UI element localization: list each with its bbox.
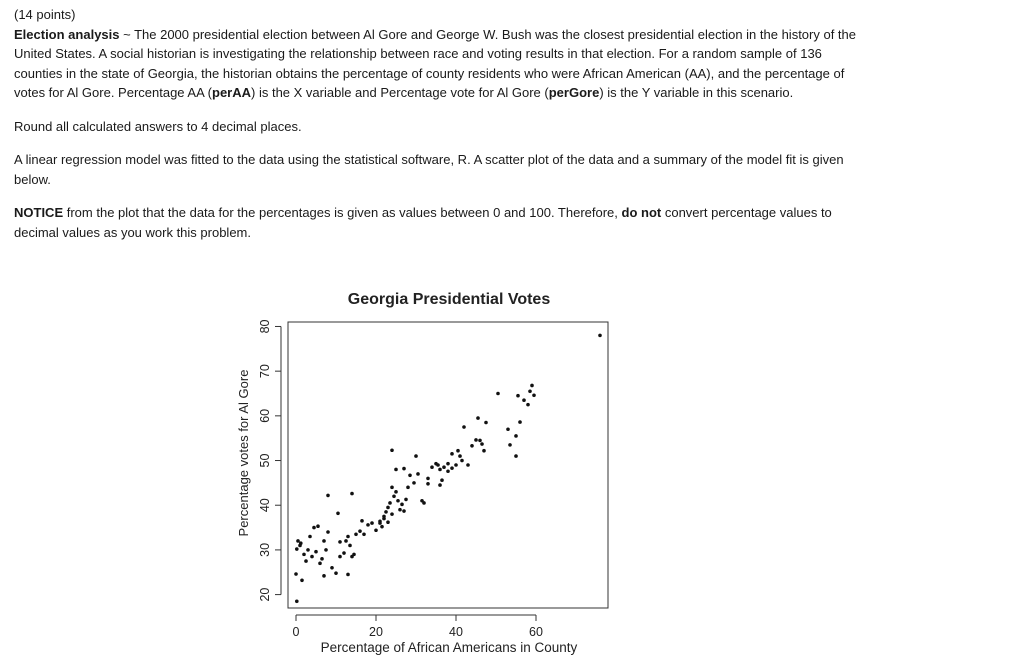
y-tick-label: 60: [258, 408, 272, 423]
data-point: [474, 438, 478, 442]
data-point: [294, 572, 298, 576]
notice-label: NOTICE: [14, 205, 64, 220]
data-point: [458, 454, 462, 458]
data-point: [402, 467, 406, 471]
data-point: [426, 482, 430, 486]
data-point: [326, 530, 330, 534]
x-tick-label: 40: [449, 625, 463, 639]
data-point: [346, 535, 350, 539]
data-point: [482, 449, 486, 453]
data-point: [436, 463, 440, 467]
data-point: [390, 512, 394, 516]
data-point: [358, 529, 362, 533]
data-point: [318, 562, 322, 566]
data-point: [462, 425, 466, 429]
data-point: [454, 463, 458, 467]
data-point: [390, 486, 394, 490]
data-point: [344, 539, 348, 543]
data-point: [310, 555, 314, 559]
problem-statement: [14, 5, 864, 242]
data-point: [450, 466, 454, 470]
notice-paragraph: [14, 203, 864, 242]
data-point: [412, 481, 416, 485]
notice-text-2: convert percentage values to decimal values as you work this problem.: [14, 205, 832, 240]
scatter-chart: [230, 282, 630, 666]
data-point: [386, 506, 390, 510]
data-point: [308, 535, 312, 539]
data-point: [518, 420, 522, 424]
data-point: [330, 566, 334, 570]
data-point: [354, 532, 358, 536]
data-point: [322, 574, 326, 578]
data-point: [326, 494, 330, 498]
data-point: [382, 515, 386, 519]
data-point: [378, 521, 382, 525]
data-point: [422, 501, 426, 505]
data-point: [398, 508, 402, 512]
data-point: [400, 503, 404, 507]
data-point: [514, 454, 518, 458]
data-point: [312, 526, 316, 530]
data-point: [348, 544, 352, 548]
data-point: [526, 403, 530, 407]
y-tick-label: 50: [258, 453, 272, 468]
notice-emphasis: do not: [621, 205, 662, 220]
data-point: [530, 384, 534, 388]
data-point: [414, 454, 418, 458]
data-point: [484, 421, 488, 425]
rounding-instruction: Round all calculated answers to 4 decimal places.: [14, 118, 302, 134]
data-point: [304, 559, 308, 563]
data-point: [338, 555, 342, 559]
y-tick-label: 70: [258, 364, 272, 379]
data-point: [446, 469, 450, 473]
data-point: [466, 463, 470, 467]
data-point: [324, 548, 328, 552]
data-point: [496, 392, 500, 396]
intro-text-1: ~ The 2000 presidential election between Al Gore and George W. Bush was the closest presidential election in the history of the United States. A social historian is investigating the relationship between race and voting results in that election. For a random sample of 136 counties in the state of Georgia, the historian obtains the percentage of county residents who were African American (AA), and the percentage of votes for Al Gore. Percentage AA (: [14, 26, 857, 100]
data-point: [404, 498, 408, 502]
y-tick-label: 80: [258, 319, 272, 334]
x-tick-label: 0: [292, 625, 300, 639]
data-point: [394, 468, 398, 472]
model-note: A linear regression model was fitted to the data using the statistical software, R. A scatter plot of the data and a summary of the model fit is given below.: [14, 152, 844, 187]
data-point: [346, 573, 350, 577]
data-point: [374, 528, 378, 532]
data-point: [302, 553, 306, 557]
y-tick-label: 20: [258, 587, 272, 602]
data-point: [406, 486, 410, 490]
chart-title: Georgia Presidential Votes: [347, 291, 551, 308]
data-point: [522, 398, 526, 402]
data-point: [446, 462, 450, 466]
data-point: [408, 473, 412, 477]
data-point: [388, 501, 392, 505]
x-axis-label: Percentage of African Americans in County: [320, 640, 578, 655]
data-point: [598, 334, 602, 338]
data-point: [336, 511, 340, 515]
data-point: [514, 434, 518, 438]
data-point: [306, 548, 310, 552]
data-point: [370, 521, 374, 525]
data-point: [430, 465, 434, 469]
notice-text-1: from the plot that the data for the percentages is given as values between 0 and 100. Therefore,: [63, 205, 622, 220]
data-point: [532, 393, 536, 397]
data-point: [316, 524, 320, 528]
data-point: [456, 449, 460, 453]
data-point: [362, 532, 366, 536]
y-tick-label: 40: [258, 498, 272, 513]
points-label: (14 points): [14, 7, 76, 22]
data-point: [360, 519, 364, 523]
y-tick-label: 30: [258, 542, 272, 557]
intro-text-2: ) is the X variable and Percentage vote for Al Gore (: [251, 85, 549, 100]
y-variable: perGore: [548, 85, 600, 100]
data-point: [480, 442, 484, 446]
data-point: [314, 550, 318, 554]
data-point: [342, 551, 346, 555]
data-point: [390, 448, 394, 452]
intro-text-3: ) is the Y variable in this scenario.: [599, 85, 794, 100]
data-point: [478, 439, 482, 443]
data-point: [322, 539, 326, 543]
data-point: [392, 494, 396, 498]
data-point: [508, 443, 512, 447]
data-point: [442, 465, 446, 469]
data-point: [380, 525, 384, 529]
data-point: [394, 490, 398, 494]
data-point: [296, 539, 300, 543]
problem-title: Election analysis: [14, 26, 120, 42]
data-point: [416, 472, 420, 476]
data-point: [396, 499, 400, 503]
x-tick-label: 60: [529, 625, 543, 639]
data-point: [384, 510, 388, 514]
data-point: [476, 416, 480, 420]
data-point: [460, 459, 464, 463]
x-variable: perAA: [212, 85, 252, 100]
data-point: [338, 540, 342, 544]
data-point: [320, 557, 324, 561]
data-point: [516, 394, 520, 398]
data-point: [295, 599, 299, 603]
data-point: [350, 492, 354, 496]
data-point: [300, 578, 304, 582]
data-point: [334, 571, 338, 575]
data-point: [450, 452, 454, 456]
scatter-plot-svg: [230, 282, 630, 666]
data-point: [470, 444, 474, 448]
y-axis-label: Percentage votes for Al Gore: [236, 369, 251, 537]
data-point: [352, 553, 356, 557]
data-point: [386, 520, 390, 524]
data-point: [402, 509, 406, 513]
data-point: [438, 483, 442, 487]
data-point: [295, 547, 299, 551]
data-point: [299, 541, 303, 545]
data-point: [426, 477, 430, 481]
data-point: [438, 468, 442, 472]
data-point: [528, 389, 532, 393]
x-tick-label: 20: [369, 625, 383, 639]
data-point: [506, 427, 510, 431]
data-point: [440, 478, 444, 482]
intro-paragraph: [14, 25, 864, 103]
data-point: [366, 523, 370, 527]
